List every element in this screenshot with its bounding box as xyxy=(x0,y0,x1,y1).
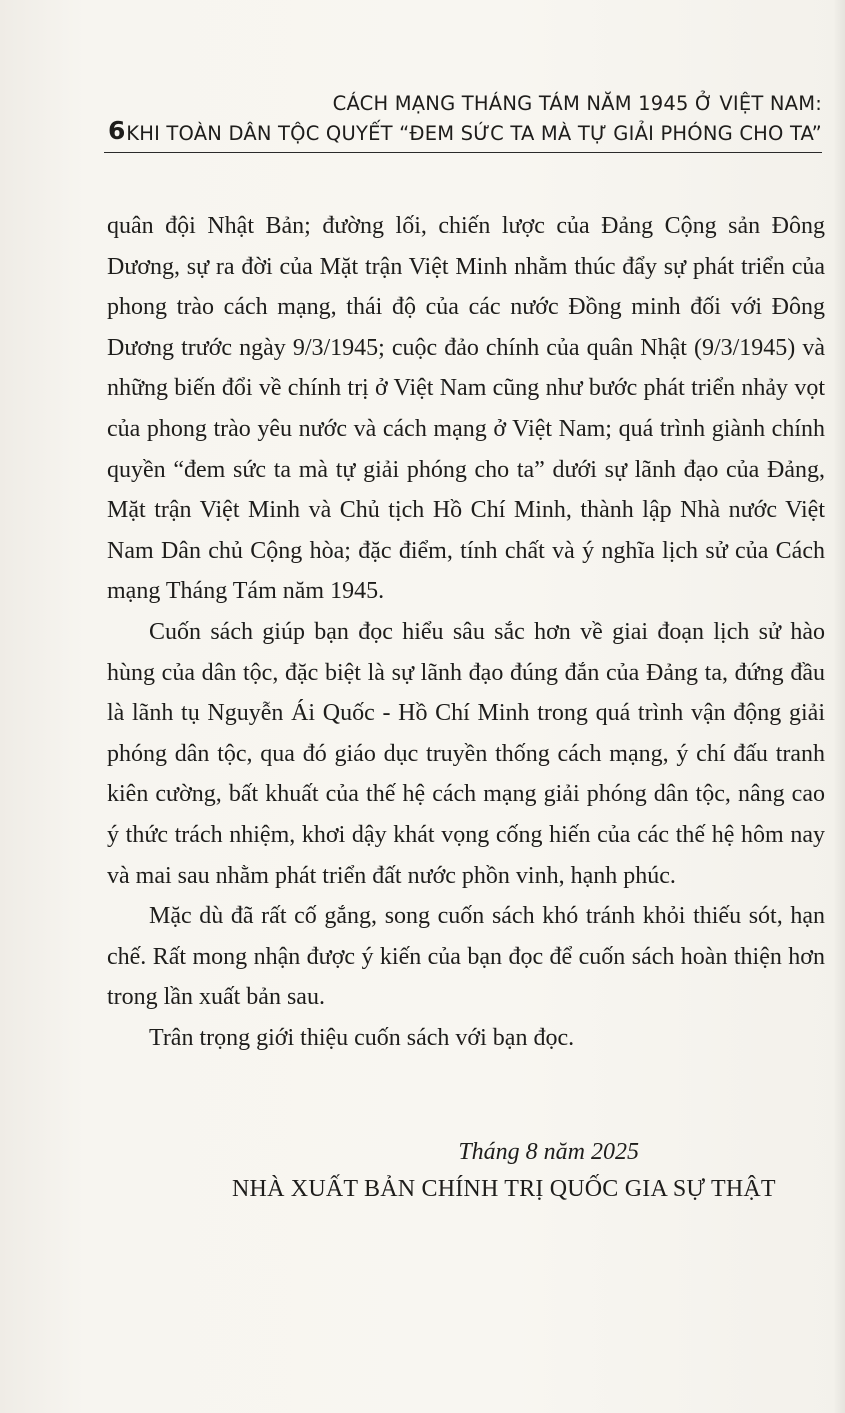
running-title-line-2: KHI TOÀN DÂN TỘC QUYẾT “ĐEM SỨC TA MÀ TỰ GIẢI PHÓNG CHO TA” xyxy=(126,122,822,145)
running-title-line-1: CÁCH MẠNG THÁNG TÁM NĂM 1945 Ở VIỆT NAM: xyxy=(332,92,822,115)
paragraph-continuation: quân đội Nhật Bản; đường lối, chiến lược của Đảng Cộng sản Đông Dương, sự ra đời của Mặt trận Việt Minh nhằm thúc đẩy sự phát triển của phong trào cách mạng, thái độ của các nước Đồng minh đối với Đông Dương trước ngày 9/3/1945; cuộc đảo chính của quân Nhật (9/3/1945) và những biến đổi về chính trị ở Việt Nam cũng như bước phát triển nhảy vọt của phong trào yêu nước và cách mạng ở Việt Nam; quá trình giành chính quyền “đem sức ta mà tự giải phóng cho ta” dưới sự lãnh đạo của Đảng, Mặt trận Việt Minh và Chủ tịch Hồ Chí Minh, thành lập Nhà nước Việt Nam Dân chủ Cộng hòa; đặc điểm, tính chất và ý nghĩa lịch sử của Cách mạng Tháng Tám năm 1945. xyxy=(107,213,825,605)
paragraph-introduction: Trân trọng giới thiệu cuốn sách với bạn đọc. xyxy=(149,1024,575,1051)
page-number: 6 xyxy=(108,116,126,145)
signature-publisher: NHÀ XUẤT BẢN CHÍNH TRỊ QUỐC GIA SỰ THẬT xyxy=(232,1176,776,1202)
page-edge-shadow xyxy=(833,0,845,1413)
signature-date: Tháng 8 năm 2025 xyxy=(458,1139,639,1165)
paragraph-apology: Mặc dù đã rất cố gắng, song cuốn sách khó tránh khỏi thiếu sót, hạn chế. Rất mong nhận được ý kiến của bạn đọc để cuốn sách hoàn thiện hơn trong lần xuất bản sau. xyxy=(107,903,825,1011)
paragraph-purpose: Cuốn sách giúp bạn đọc hiểu sâu sắc hơn về giai đoạn lịch sử hào hùng của dân tộc, đặc biệt là sự lãnh đạo đúng đắn của Đảng ta, đứng đầu là lãnh tụ Nguyễn Ái Quốc - Hồ Chí Minh trong quá trình vận động giải phóng dân tộc, qua đó giáo dục truyền thống cách mạng, ý chí đấu tranh kiên cường, bất khuất của thế hệ cách mạng giải phóng dân tộc, nâng cao ý thức trách nhiệm, khơi dậy khát vọng cống hiến của các thế hệ hôm nay và mai sau nhằm phát triển đất nước phồn vinh, hạnh phúc. xyxy=(107,618,825,889)
body-text xyxy=(107,206,825,1058)
header-divider xyxy=(104,152,822,153)
